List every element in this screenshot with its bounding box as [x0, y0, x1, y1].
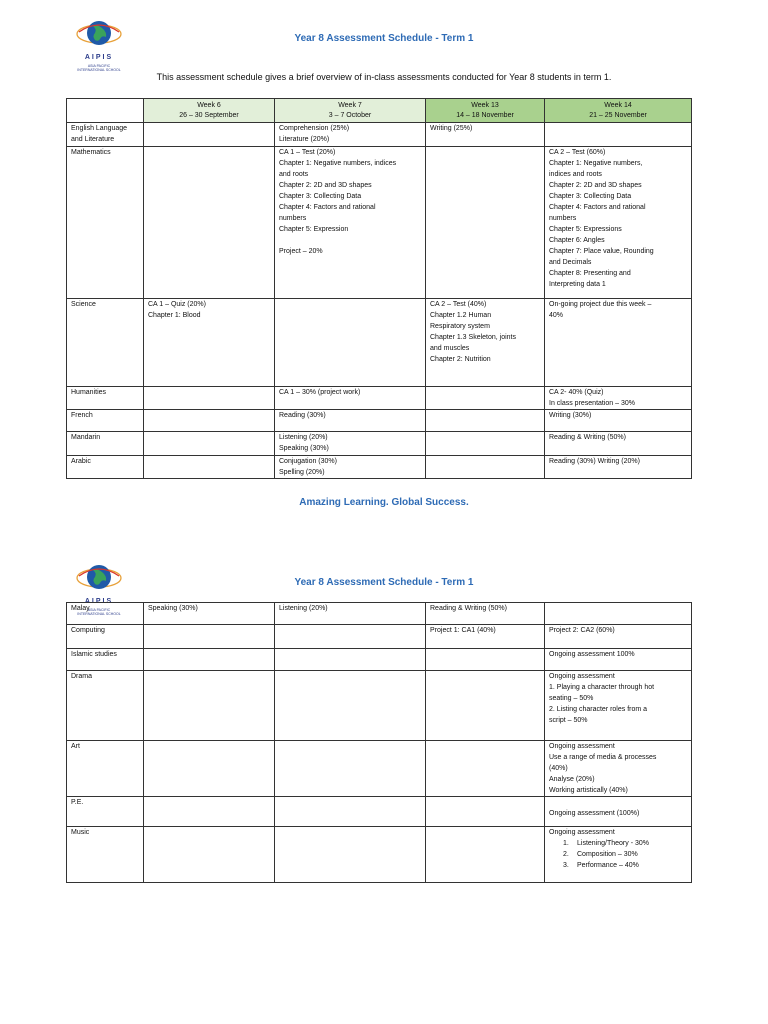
- assessment-cell: [426, 625, 545, 649]
- assessment-cell: [426, 827, 545, 883]
- week-label: Week 13: [471, 101, 499, 109]
- assessment-cell: [545, 827, 692, 883]
- assessment-cell: [144, 456, 275, 479]
- assessment-cell: [545, 603, 692, 625]
- subject-label: English Language: [71, 125, 128, 132]
- week-header: [426, 99, 545, 123]
- subject-cell-computing: [67, 625, 144, 649]
- page-title: Year 8 Assessment Schedule - Term 1: [294, 33, 474, 44]
- week-dates: 26 – 30 September: [179, 111, 239, 119]
- table-row: [67, 432, 692, 456]
- assessment-line: CA 1 – 30% (project work): [279, 389, 361, 396]
- assessment-cell: [545, 741, 692, 797]
- assessment-line: Interpreting data 1: [549, 281, 606, 288]
- assessment-cell: [144, 625, 275, 649]
- assessment-line: script – 50%: [549, 717, 588, 724]
- subject-label: Computing: [71, 627, 105, 634]
- assessment-line: 2. Listing character roles from a: [549, 706, 648, 713]
- assessment-line: numbers: [279, 215, 307, 222]
- table-row: [67, 603, 692, 625]
- subject-cell-french: [67, 410, 144, 432]
- assessment-line: numbers: [549, 215, 577, 222]
- logo-name: AIPIS: [84, 598, 114, 605]
- assessment-cell: [144, 603, 275, 625]
- assessment-line: Project – 20%: [279, 248, 323, 255]
- assessment-cell: [275, 147, 426, 299]
- assessment-cell: [144, 123, 275, 147]
- assessment-line: Ongoing assessment: [549, 673, 615, 680]
- subject-cell-english-language-and-literature: [67, 123, 144, 147]
- subject-cell-mathematics: [67, 147, 144, 299]
- table-row: [67, 299, 692, 387]
- assessment-line: Speaking (30%): [148, 605, 198, 612]
- subject-cell-humanities: [67, 387, 144, 410]
- week-header: [144, 99, 275, 123]
- assessment-cell: [144, 299, 275, 387]
- assessment-line: Project 1: CA1 (40%): [430, 627, 496, 634]
- table-row: [67, 827, 692, 883]
- week-dates: 3 – 7 October: [328, 111, 372, 119]
- subject-label: Mathematics: [71, 149, 111, 156]
- week-dates: 14 – 18 November: [456, 111, 514, 119]
- assessment-cell: [144, 649, 275, 671]
- assessment-cell: [275, 387, 426, 410]
- subject-cell-science: [67, 299, 144, 387]
- assessment-cell: [545, 797, 692, 827]
- week-header: [545, 99, 692, 123]
- assessment-line: Reading (30%) Writing (20%): [549, 458, 640, 465]
- subject-label: Drama: [71, 673, 93, 680]
- assessment-line: Chapter 2: 2D and 3D shapes: [279, 182, 372, 189]
- week-label: Week 6: [197, 101, 221, 109]
- assessment-line: Listening (20%): [279, 434, 328, 441]
- assessment-line: Chapter 7: Place value, Rounding: [549, 248, 654, 255]
- music-list-item: [549, 849, 687, 860]
- assessment-cell: [426, 123, 545, 147]
- assessment-cell: [144, 147, 275, 299]
- assessment-cell: [426, 299, 545, 387]
- assessment-cell: [144, 827, 275, 883]
- list-number: 2.: [563, 851, 569, 858]
- assessment-line: Chapter 2: Nutrition: [430, 356, 491, 363]
- subject-label: Music: [71, 829, 90, 836]
- assessment-cell: [144, 432, 275, 456]
- subject-label: Art: [71, 743, 80, 750]
- assessment-cell: [275, 123, 426, 147]
- assessment-line: Chapter 5: Expression: [279, 226, 349, 233]
- assessment-cell: [144, 387, 275, 410]
- assessment-cell: [275, 299, 426, 387]
- list-text: Composition – 30%: [577, 851, 638, 858]
- subject-label: French: [71, 412, 93, 419]
- subject-cell-mandarin: [67, 432, 144, 456]
- list-text: Listening/Theory - 30%: [577, 840, 649, 847]
- intro-text: This assessment schedule gives a brief overview of in-class assessments conducted for Year 8 students in term 1.: [156, 72, 612, 82]
- assessment-cell: [545, 410, 692, 432]
- assessment-line: Respiratory system: [430, 323, 490, 330]
- school-logo: [74, 16, 124, 74]
- music-list-item: [549, 838, 687, 849]
- assessment-cell: [144, 410, 275, 432]
- assessment-cell: [144, 671, 275, 741]
- assessment-cell: [275, 625, 426, 649]
- table-row: [67, 387, 692, 410]
- subject-label: Mandarin: [71, 434, 101, 441]
- assessment-cell: [426, 741, 545, 797]
- table-row: [67, 741, 692, 797]
- assessment-line: and muscles: [430, 345, 470, 352]
- table-row: [67, 797, 692, 827]
- assessment-cell: [545, 147, 692, 299]
- assessment-cell: [545, 649, 692, 671]
- assessment-line: Chapter 2: 2D and 3D shapes: [549, 182, 642, 189]
- logo-name: AIPIS: [84, 54, 114, 61]
- assessment-line: CA 1 – Test (20%): [279, 149, 336, 156]
- assessment-line: 1. Playing a character through hot: [549, 684, 655, 691]
- assessment-line: Ongoing assessment: [549, 743, 615, 750]
- table-row: [67, 671, 692, 741]
- assessment-cell: [545, 625, 692, 649]
- assessment-cell: [426, 671, 545, 741]
- assessment-cell: [144, 797, 275, 827]
- assessment-line: Ongoing assessment 100%: [549, 651, 635, 658]
- assessment-line: Chapter 6: Angles: [549, 237, 605, 244]
- logo-subtitle: ASIA PACIFIC INTERNATIONAL SCHOOL: [77, 64, 121, 72]
- table-row: [67, 410, 692, 432]
- assessment-line: Chapter 4: Factors and rational: [279, 204, 376, 211]
- assessment-line: Chapter 8: Presenting and: [549, 270, 631, 277]
- week-label: Week 14: [604, 101, 632, 109]
- assessment-cell: [426, 432, 545, 456]
- assessment-cell: [426, 410, 545, 432]
- assessment-line: Chapter 5: Expressions: [549, 226, 622, 233]
- assessment-cell: [426, 603, 545, 625]
- assessment-line: [279, 235, 421, 246]
- assessment-line: Use a range of media & processes: [549, 754, 657, 761]
- assessment-line: Chapter 4: Factors and rational: [549, 204, 646, 211]
- assessment-cell: [275, 797, 426, 827]
- assessment-cell: [275, 671, 426, 741]
- assessment-line: Working artistically (40%): [549, 787, 628, 794]
- table-row: [67, 147, 692, 299]
- assessment-cell: [426, 387, 545, 410]
- assessment-line: Chapter 3: Collecting Data: [279, 193, 362, 200]
- week-label: Week 7: [338, 101, 362, 109]
- assessment-line: Speaking (30%): [279, 445, 329, 452]
- assessment-line: CA 2 – Test (40%): [430, 301, 487, 308]
- subject-cell-arabic: [67, 456, 144, 479]
- subject-label: Science: [71, 301, 96, 308]
- list-number: 1.: [563, 840, 569, 847]
- page-title: Year 8 Assessment Schedule - Term 1: [294, 577, 474, 588]
- subject-label: and Literature: [71, 136, 115, 143]
- assessment-line: and roots: [279, 171, 309, 178]
- assessment-cell: [275, 410, 426, 432]
- assessment-line: Chapter 1: Blood: [148, 312, 201, 319]
- assessment-line: In class presentation – 30%: [549, 400, 635, 407]
- table-row: [67, 456, 692, 479]
- assessment-cell: [545, 387, 692, 410]
- assessment-cell: [545, 432, 692, 456]
- assessment-cell: [545, 456, 692, 479]
- week-dates: 21 – 25 November: [589, 111, 647, 119]
- assessment-line: Chapter 1.2 Human: [430, 312, 492, 319]
- assessment-table-continued: [66, 602, 692, 883]
- assessment-line: Chapter 3: Collecting Data: [549, 193, 632, 200]
- subject-label: P.E.: [71, 799, 84, 806]
- subject-cell-islamic-studies: [67, 649, 144, 671]
- assessment-line: CA 2 – Test (60%): [549, 149, 606, 156]
- assessment-line: seating – 50%: [549, 695, 594, 702]
- subject-label: Malay: [71, 605, 90, 612]
- assessment-cell: [426, 147, 545, 299]
- table-row: [67, 649, 692, 671]
- table-row: [67, 123, 692, 147]
- assessment-line: On-going project due this week –: [549, 301, 652, 308]
- assessment-cell: [275, 432, 426, 456]
- assessment-cell: [275, 741, 426, 797]
- subject-label: Islamic studies: [71, 651, 117, 658]
- assessment-cell: [545, 671, 692, 741]
- table-row: [67, 625, 692, 649]
- subject-cell-music: [67, 827, 144, 883]
- assessment-line: Reading & Writing (50%): [430, 605, 507, 612]
- assessment-cell: [545, 123, 692, 147]
- list-text: Performance – 40%: [577, 862, 639, 869]
- assessment-line: Conjugation (30%): [279, 458, 337, 465]
- assessment-line: Listening (20%): [279, 605, 328, 612]
- assessment-cell: [426, 797, 545, 827]
- assessment-cell: [426, 649, 545, 671]
- tagline: Amazing Learning. Global Success.: [299, 497, 469, 508]
- assessment-line: Ongoing assessment (100%): [549, 810, 640, 817]
- assessment-line: (40%): [549, 765, 568, 772]
- assessment-line: and Decimals: [549, 259, 592, 266]
- subject-label: Arabic: [71, 458, 91, 465]
- subject-cell-malay: [67, 603, 144, 625]
- assessment-line: Chapter 1: Negative numbers, indices: [279, 160, 397, 167]
- assessment-cell: [275, 603, 426, 625]
- assessment-cell: [275, 456, 426, 479]
- assessment-line: 40%: [549, 312, 564, 319]
- assessment-line: Comprehension (25%): [279, 125, 350, 132]
- assessment-cell: [275, 827, 426, 883]
- assessment-line: Writing (25%): [430, 125, 473, 132]
- assessment-line: Writing (30%): [549, 412, 592, 419]
- assessment-cell: [426, 456, 545, 479]
- assessment-line: CA 2- 40% (Quiz): [549, 389, 604, 396]
- assessment-cell: [275, 649, 426, 671]
- music-list-item: [549, 860, 687, 871]
- header-corner: [67, 99, 144, 123]
- assessment-line: indices and roots: [549, 171, 602, 178]
- assessment-line: Chapter 1: Negative numbers,: [549, 160, 643, 167]
- subject-label: Humanities: [71, 389, 107, 396]
- week-header: [275, 99, 426, 123]
- assessment-line: Reading (30%): [279, 412, 326, 419]
- assessment-cell: [545, 299, 692, 387]
- assessment-line: Analyse (20%): [549, 776, 595, 783]
- assessment-line: [549, 797, 687, 808]
- logo-subtitle: ASIA PACIFIC INTERNATIONAL SCHOOL: [77, 608, 121, 616]
- assessment-line: Project 2: CA2 (60%): [549, 627, 615, 634]
- header-row: [67, 99, 692, 123]
- assessment-line: Literature (20%): [279, 136, 330, 143]
- assessment-cell: [144, 741, 275, 797]
- subject-cell-p-e: [67, 797, 144, 827]
- subject-cell-drama: [67, 671, 144, 741]
- assessment-table: [66, 98, 692, 479]
- assessment-line: CA 1 – Quiz (20%): [148, 301, 206, 308]
- assessment-line: Chapter 1.3 Skeleton, joints: [430, 334, 516, 341]
- list-number: 3.: [563, 862, 569, 869]
- subject-cell-art: [67, 741, 144, 797]
- assessment-line: Spelling (20%): [279, 469, 325, 476]
- assessment-line: Reading & Writing (50%): [549, 434, 626, 441]
- assessment-line: Ongoing assessment: [549, 829, 615, 836]
